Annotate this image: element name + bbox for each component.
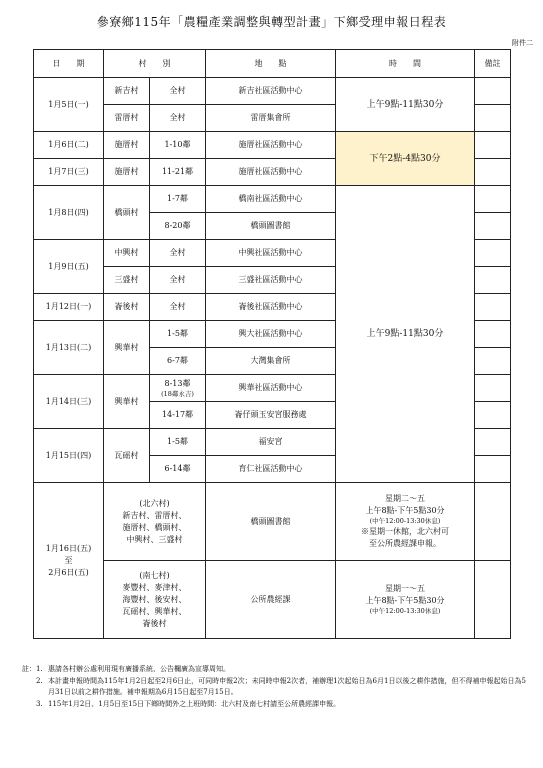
note-item <box>22 699 532 711</box>
scope-cell: 1-7鄰 <box>150 186 206 213</box>
date-cell: 1月6日(二) <box>34 132 104 159</box>
time-cell: 上午9點-11點30分 <box>336 78 475 132</box>
note-number: 2. <box>36 676 43 685</box>
header-time: 時 間 <box>336 50 475 78</box>
remark-cell <box>475 78 511 105</box>
village-cell: 三盛村 <box>104 267 150 294</box>
place-cell: 施厝社區活動中心 <box>206 132 336 159</box>
place-cell: 雷厝集會所 <box>206 105 336 132</box>
place-cell: 公所農經課 <box>206 561 336 639</box>
date-cell: 1月7日(三) <box>34 159 104 186</box>
village-line: 崙後村 <box>142 618 167 628</box>
village-line: (北六村) <box>139 498 170 508</box>
time-line: 星期一～五 <box>385 584 425 593</box>
remark-cell <box>475 267 511 294</box>
village-cell: 中興村 <box>104 240 150 267</box>
scope-cell: 全村 <box>150 267 206 294</box>
remark-cell <box>475 348 511 375</box>
header-remark: 備註 <box>475 50 511 78</box>
village-cell: 瓦磘村 <box>104 429 150 483</box>
north-time-cell <box>336 483 475 561</box>
page-title: 參寮鄉115年「農糧產業調整與轉型計畫」下鄉受理申報日程表 <box>96 15 447 29</box>
scope-cell: 1-5鄰 <box>150 429 206 456</box>
scope-cell: 8-20鄰 <box>150 213 206 240</box>
table-row <box>34 561 511 639</box>
date-cell: 1月13日(二) <box>34 321 104 375</box>
remark-cell <box>475 429 511 456</box>
note-item <box>22 664 532 676</box>
scope-cell: 14-17鄰 <box>150 402 206 429</box>
scope-cell: 全村 <box>150 105 206 132</box>
scope-cell: 11-21鄰 <box>150 159 206 186</box>
note-number: 3. <box>36 699 43 708</box>
village-line: 新吉村、雷厝村、 <box>122 510 187 520</box>
place-cell: 三盛社區活動中心 <box>206 267 336 294</box>
village-line: 施厝村、橋頭村、 <box>122 522 187 532</box>
place-cell: 橋頭圖書館 <box>206 483 336 561</box>
remark-cell <box>475 375 511 402</box>
remark-cell <box>475 159 511 186</box>
date-range-cell <box>34 483 104 639</box>
date-cell: 1月14日(三) <box>34 375 104 429</box>
note-text: 115年1月2日、1月5日至15日下鄉時間外之上班時間：北六村及南七村請至公所農經課申報。 <box>48 699 341 708</box>
village-line: 麥豐村、麥津村、 <box>122 582 187 592</box>
village-line: 瓦磘村、興華村、 <box>122 606 187 616</box>
remark-cell <box>475 321 511 348</box>
village-cell: 興華村 <box>104 375 150 429</box>
date-cell: 1月12日(一) <box>34 294 104 321</box>
table-row <box>34 132 511 159</box>
village-cell: 施厝村 <box>104 132 150 159</box>
village-cell: 崙後村 <box>104 294 150 321</box>
place-cell: 崙仔頭玉安宮服務處 <box>206 402 336 429</box>
time-line: 上午8點-下午5點30分 <box>365 596 445 605</box>
date-cell: 1月5日(一) <box>34 78 104 132</box>
scope-cell: 6-14鄰 <box>150 456 206 483</box>
annex-label: 附件二 <box>512 39 533 47</box>
scope-cell: 全村 <box>150 78 206 105</box>
village-cell: 施厝村 <box>104 159 150 186</box>
date-cell: 1月15日(四) <box>34 429 104 483</box>
table-row <box>34 186 511 213</box>
time-line: 星期二～五 <box>385 494 425 503</box>
scope-text: 8-13鄰 <box>164 378 191 388</box>
header-date: 日 期 <box>34 50 104 78</box>
place-cell: 橋南社區活動中心 <box>206 186 336 213</box>
time-line: (中午12:00-13:30休息) <box>369 607 441 615</box>
time-cell-highlighted: 下午2點-4點30分 <box>336 132 475 186</box>
place-cell: 新吉社區活動中心 <box>206 78 336 105</box>
time-line: 上午8點-下午5點30分 <box>365 506 445 515</box>
village-cell: 新吉村 <box>104 78 150 105</box>
remark-cell <box>475 186 511 213</box>
date-cell: 1月8日(四) <box>34 186 104 240</box>
remark-cell <box>475 456 511 483</box>
place-cell: 施厝社區活動中心 <box>206 159 336 186</box>
header-village: 村 別 <box>104 50 206 78</box>
place-cell: 育仁社區活動中心 <box>206 456 336 483</box>
south-time-cell <box>336 561 475 639</box>
time-line: (中午12:00-13:30休息) <box>369 517 441 525</box>
place-cell: 興華社區活動中心 <box>206 375 336 402</box>
scope-cell <box>150 375 206 402</box>
time-line: ※星期一休館，北六村可 <box>361 527 449 536</box>
note-number: 1. <box>36 665 43 673</box>
remark-cell <box>475 132 511 159</box>
date-range-to: 至 <box>64 555 73 565</box>
scope-cell: 1-10鄰 <box>150 132 206 159</box>
place-cell: 橋頭圖書館 <box>206 213 336 240</box>
time-line: 至公所農經課申報。 <box>369 539 441 548</box>
village-line: 中興村、三盛村 <box>126 534 183 544</box>
village-cell: 興華村 <box>104 321 150 375</box>
scope-cell: 全村 <box>150 294 206 321</box>
remark-cell <box>475 561 511 639</box>
village-cell: 橋頭村 <box>104 186 150 240</box>
remark-cell <box>475 240 511 267</box>
place-cell: 崙後社區活動中心 <box>206 294 336 321</box>
village-line: (南七村) <box>139 570 170 580</box>
table-header-row <box>34 50 511 78</box>
date-range-start: 1月16日(五) <box>45 543 92 553</box>
note-text: 本計畫申報時間為115年1月2日起至2月6日止，可同時申報2次；未同時申報2次者，補辦理1次起始日為6月1日以後之耕作措施，但不得補申報起始日為5月31日以前之耕作措施。補申報期為6月15日起至7月15日。 <box>48 676 526 696</box>
note-item <box>22 676 532 699</box>
table-row <box>34 78 511 105</box>
notes-section <box>22 664 532 710</box>
remark-cell <box>475 402 511 429</box>
remark-cell <box>475 483 511 561</box>
place-cell: 中興社區活動中心 <box>206 240 336 267</box>
scope-note: (18鄰永吉) <box>161 389 194 398</box>
scope-cell: 6-7鄰 <box>150 348 206 375</box>
remark-cell <box>475 105 511 132</box>
notes-label: 註： <box>22 665 36 673</box>
place-cell: 興大社區活動中心 <box>206 321 336 348</box>
place-cell: 大灣集會所 <box>206 348 336 375</box>
remark-cell <box>475 294 511 321</box>
south-villages-cell <box>104 561 206 639</box>
table-row <box>34 483 511 561</box>
place-cell: 福安宮 <box>206 429 336 456</box>
north-villages-cell <box>104 483 206 561</box>
village-line: 海豐村、後安村、 <box>122 594 187 604</box>
scope-cell: 1-5鄰 <box>150 321 206 348</box>
header-place: 地 點 <box>206 50 336 78</box>
scope-cell: 全村 <box>150 240 206 267</box>
date-cell: 1月9日(五) <box>34 240 104 294</box>
schedule-table <box>33 49 511 639</box>
note-text: 惠請各村辦公處利用現有廣播系統、公告欄廣為宣導周知。 <box>48 665 230 673</box>
date-range-end: 2月6日(五) <box>48 567 89 577</box>
village-cell: 雷厝村 <box>104 105 150 132</box>
time-cell: 上午9點-11點30分 <box>336 186 475 483</box>
remark-cell <box>475 213 511 240</box>
